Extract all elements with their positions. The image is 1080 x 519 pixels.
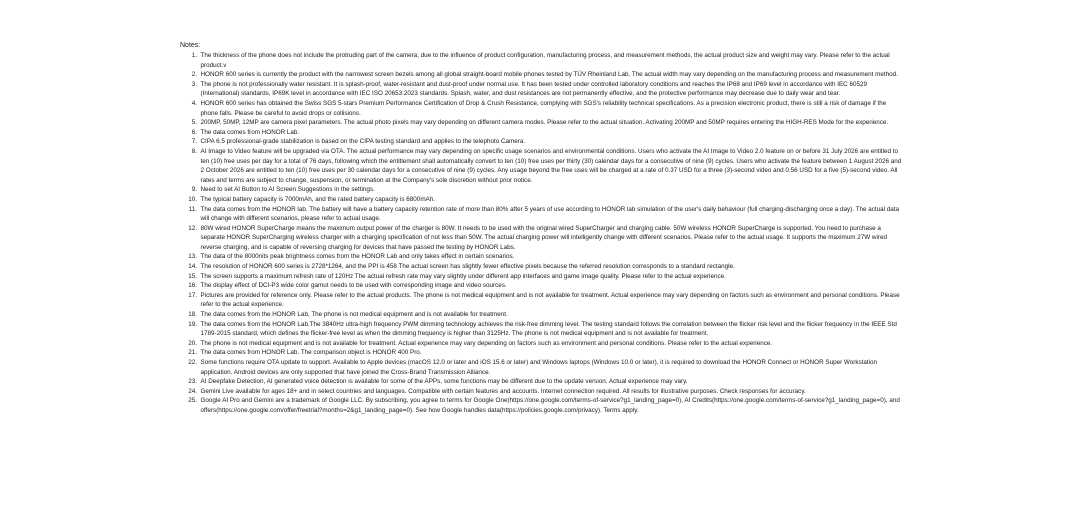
note-number: 9.	[191, 186, 197, 194]
note-number: 18.	[188, 311, 197, 319]
note-item	[180, 281, 902, 291]
notes-list	[180, 51, 902, 416]
note-number: 7.	[191, 138, 197, 146]
note-item	[180, 358, 902, 377]
note-number: 2.	[191, 71, 197, 79]
note-number: 24.	[188, 387, 197, 395]
note-text: The data comes from the HONOR lab. The battery will have a battery capacity retention rate of more than 80% after 5 years of use according to HONOR lab simulation of the user's daily behaviour (full charging-discharging once a day). The actual data will change with different scenarios, please refer to actual usage.	[200, 205, 900, 223]
note-number: 4.	[191, 99, 197, 107]
note-text: The data comes from HONOR Lab. The comparison object is HONOR 400 Pro.	[200, 349, 422, 357]
note-number: 19.	[188, 320, 197, 328]
note-item	[180, 320, 902, 339]
note-text: HONOR 600 series has obtained the Swiss SGS 5-stars Premium Performance Certification of Drop & Crush Resistance, complying with SGS's reliability technical specifications. As a precision electronic product, there is still a risk of damage if the phone falls. Please be careful to avoid drops or collisions.	[200, 99, 887, 117]
note-item	[180, 118, 902, 128]
note-number: 10.	[188, 195, 197, 203]
note-number: 6.	[191, 128, 197, 136]
note-item	[180, 185, 902, 195]
note-number: 23.	[188, 378, 197, 386]
note-item	[180, 99, 902, 118]
note-item	[180, 396, 902, 415]
note-item	[180, 262, 902, 272]
note-number: 25.	[188, 397, 197, 405]
note-item	[180, 224, 902, 253]
note-item	[180, 291, 902, 310]
note-number: 1.	[191, 52, 197, 59]
notes-title: Notes:	[180, 42, 201, 49]
note-item	[180, 252, 902, 262]
note-item	[180, 128, 902, 138]
note-item	[180, 70, 902, 80]
note-number: 3.	[191, 80, 197, 88]
note-text: The data comes from HONOR Lab.	[200, 128, 300, 136]
note-text: 80W wired HONOR SuperCharge means the maximum output power of the charger is 80W. It needs to be used with the original wired SuperCharger and charging cable. 50W wireless HONOR SuperCharge is supported. You need to purchase a separate HONOR SuperCharging wireless charger with a charging specification of not less than 50W. The actual charging power will intelligently change with different scenarios. Please refer to the actual usage. It supports the maximum 27W wired reverse charging, and is capable of reversing charging for devices that have passed the testing by HONOR Labs.	[200, 224, 887, 251]
note-number: 14.	[188, 263, 197, 271]
note-item	[180, 310, 902, 320]
note-item	[180, 147, 902, 185]
notes-section	[180, 40, 902, 416]
note-number: 20.	[188, 339, 197, 347]
note-item	[180, 51, 902, 70]
note-item	[180, 195, 902, 205]
note-text: The resolution of HONOR 600 series is 2728*1264, and the PPI is 458 The actual screen has slightly fewer effective pixels because the referred resolution corresponds to a standard rectangle.	[200, 263, 735, 271]
note-number: 13.	[188, 253, 197, 261]
note-number: 21.	[188, 349, 197, 357]
note-item	[180, 80, 902, 99]
note-text: AI Deepfake Detection, AI generated voice detection is available for some of the APPs, some functions may be different due to the update version. Actual experience may vary.	[200, 378, 688, 386]
note-number: 11.	[188, 205, 197, 213]
note-text: AI Image to Video feature will be upgraded via OTA. The actual performance may vary depending on specific usage scenarios and environmental conditions. Users who activate the AI Image to Video 2.0 feature on or before 31 July 2026 are entitled to ten (10) free uses per day for a total of 76 days, following which the entitlement shall automatically convert to ten (10) free uses per thirty (30) calendar days for a consecutive of nine (9) cycles. Users who activate the feature between 1 August 2026 and 2 October 2026 are entitled to ten (10) free uses per 30 calendar days for a consecutive of nine (9) cycles. Any usage beyond the free uses will be charged at a rate of 0.37 USD for a three (3)-second video and 0.56 USD for a five (5)-second video. All rates and terms are subject to change, suspension, or termination at the Company's sole discretion without prior notice.	[200, 147, 902, 184]
note-number: 12.	[188, 224, 197, 232]
note-text: Pictures are provided for reference only. Please refer to the actual products. The phone is not medical equipment and is not available for treatment. Actual experience may vary depending on factors such as environment and personal conditions. Please refer to the actual experience.	[200, 291, 900, 309]
note-text: Google AI Pro and Gemini are a trademark of Google LLC. By subscribing, you agree to terms for Google One(https://one.google.com/terms-of-service?g1_landing_page=0), AI Credits(https://one.google.com/terms-of-service?g1_landing_page=0), and offers(https://one.google.com/offer/freetrial?months=2&g1_landing_page=0). See how Google handles data(https://policies.google.com/privacy). Terms apply.	[200, 397, 900, 414]
note-item	[180, 137, 902, 147]
note-item	[180, 339, 902, 349]
note-text: The data comes from the HONOR Lab.The 3840Hz ultra-high frequency PWM dimming technology achieves the risk-free dimming level. The testing standard follows the correlation between the flicker risk level and the flicker frequency in the IEEE Std 1789-2015 standard, which defines the flicker-free level as when the dimming frequency is higher than 3125Hz. The phone is not medical equipment and is not available for treatment.	[200, 320, 897, 338]
note-text: CIPA 6.5 professional-grade stabilization is based on the CIPA testing standard and applies to the telephoto Camera.	[200, 138, 526, 146]
note-number: 5.	[191, 119, 197, 127]
note-item	[180, 377, 902, 387]
note-text: The phone is not medical equipment and is not available for treatment. Actual experience may vary depending on factors such as environment and personal conditions. Please refer to the actual experience.	[200, 339, 773, 347]
note-text: HONOR 600 series is currently the product with the narrowest screen bezels among all global straight-board mobile phones tested by TÜV Rheinland Lab. The actual width may vary depending on the manufacturing process and measurement method.	[200, 71, 898, 79]
note-item	[180, 387, 902, 397]
note-text: Some functions require OTA update to support. Available to Apple devices (macOS 12.0 or later and iOS 15.6 or later) and Windows laptops (Windows 10.0 or later), it is required to download the HONOR Connect or HONOR Super Workstation application. Android devices are only supported that have joined the Cross-Brand Transmission Alliance.	[200, 359, 878, 376]
note-item	[180, 205, 902, 224]
note-number: 22.	[188, 359, 197, 366]
note-text: The data of the 8000nits peak brightness comes from the HONOR Lab and only takes effect in certain scenarios.	[200, 253, 515, 261]
note-text: Gemini Live available for ages 18+ and in select countries and languages. Compatible with certain features and accounts. Internet connection required. All results for illustrative purposes. Check responses for accuracy.	[200, 387, 806, 395]
note-text: The screen supports a maximum refresh rate of 120Hz The actual refresh rate may vary slightly under different app interfaces and game image quality. Please refer to the actual experience.	[200, 272, 726, 280]
note-number: 8.	[191, 147, 197, 155]
note-text: The phone is not professionally water resistant. It is splash-proof, water-resistant and dust-proof under normal use. It has been tested under controlled laboratory conditions and reaches the IP68 and IP69 level in accordance with IEC 60529 (International) standards, IP69K level in accordance with IEC ISO 20653:2023 standards. Splash, water, and dust resistances are not permanently effective, and the protective performance may decrease due to daily wear and tear.	[200, 80, 867, 98]
note-number: 15.	[188, 272, 197, 280]
note-text: The typical battery capacity is 7000mAh, and the rated battery capacity is 6800mAh.	[200, 195, 436, 203]
note-number: 17.	[188, 291, 197, 299]
note-text: 200MP, 50MP, 12MP are camera pixel parameters. The actual photo pixels may vary depending on different camera modes. Please refer to the actual situation. Activating 200MP and 50MP requires entering the HIGH-RES Mode for the experience.	[200, 119, 889, 127]
note-item	[180, 272, 902, 282]
note-text: The thickness of the phone does not include the protruding part of the camera; due to the influence of product configuration, manufacturing process, and measurement methods, the actual product size and weight may vary. Please refer to the actual product.v	[200, 52, 890, 69]
note-text: The display effect of DCI-P3 wide color gamut needs to be used with corresponding image and video sources.	[200, 282, 507, 290]
note-text: The data comes from the HONOR Lab, The phone is not medical equipment and is not available for treatment.	[200, 311, 508, 319]
note-item	[180, 348, 902, 358]
note-number: 16.	[188, 282, 197, 290]
note-text: Need to set AI Button to AI Screen Suggestions in the settings.	[200, 186, 375, 194]
